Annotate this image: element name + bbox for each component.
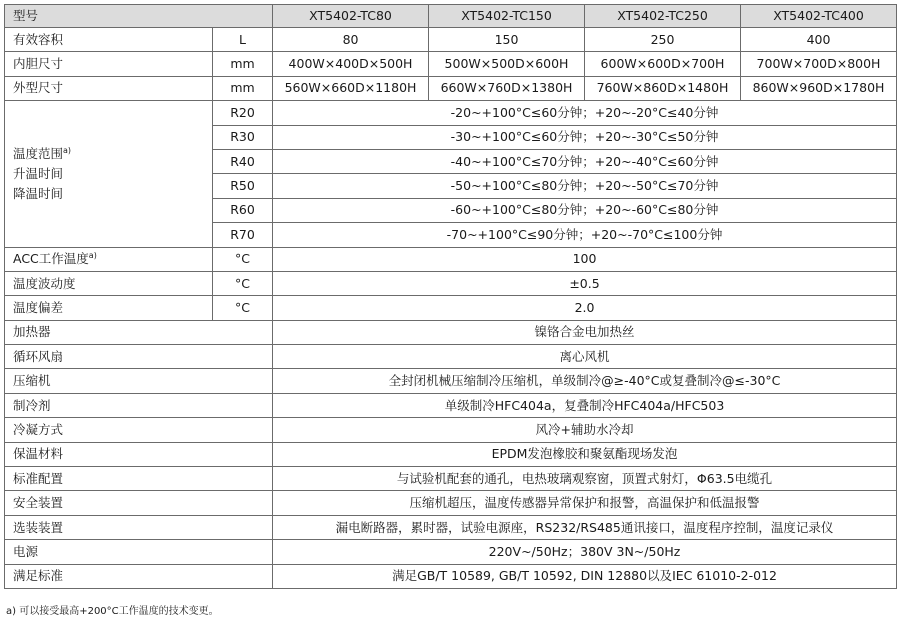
- cell: 500W×500D×600H: [429, 52, 585, 76]
- fluctuation-row: [5, 271, 897, 295]
- note-mark: a): [63, 145, 72, 155]
- cell: 760W×860D×1480H: [585, 76, 741, 100]
- temp-label-line: 降温时间: [13, 185, 64, 201]
- row-label: 外型尺寸: [5, 76, 213, 100]
- cell: 单级制冷HFC404a，复叠制冷HFC404a/HFC503: [273, 393, 897, 417]
- row-label: 冷凝方式: [5, 418, 273, 442]
- temp-label-line: 温度范围: [13, 145, 64, 161]
- cell: 风冷+辅助水冷却: [273, 418, 897, 442]
- cell: 700W×700D×800H: [741, 52, 897, 76]
- range-code: R60: [213, 198, 273, 222]
- row-unit: L: [213, 28, 273, 52]
- temp-range-row: [5, 101, 897, 125]
- row-label: 加热器: [5, 320, 273, 344]
- cell: 全封闭机械压缩制冷压缩机，单级制冷@≥-40°C或复叠制冷@≤-30°C: [273, 369, 897, 393]
- spec-row: [5, 442, 897, 466]
- cell: ±0.5: [273, 271, 897, 295]
- row-label: 内胆尺寸: [5, 52, 213, 76]
- spec-row: [5, 369, 897, 393]
- temp-label-line: 升温时间: [13, 165, 64, 181]
- cell: 漏电断路器，累时器，试验电源座，RS232/RS485通讯接口，温度程序控制，温度记录仪: [273, 515, 897, 539]
- cell: 满足GB/T 10589, GB/T 10592, DIN 12880以及IEC 61010-2-012: [273, 564, 897, 588]
- model-label: 型号: [5, 5, 273, 28]
- row-label: 有效容积: [5, 28, 213, 52]
- range-code: R50: [213, 174, 273, 198]
- outer-size-row: [5, 76, 897, 100]
- cell: 压缩机超压，温度传感器异常保护和报警，高温保护和低温报警: [273, 491, 897, 515]
- header-row: [5, 5, 897, 28]
- model-tc400: XT5402-TC400: [741, 5, 897, 28]
- cell: EPDM发泡橡胶和聚氨酯现场发泡: [273, 442, 897, 466]
- row-label: 安全装置: [5, 491, 273, 515]
- range-value: -60~+100°C≤80分钟；+20~-60°C≤80分钟: [273, 198, 897, 222]
- row-unit: mm: [213, 52, 273, 76]
- spec-row: [5, 418, 897, 442]
- spec-table: [4, 4, 897, 589]
- cell: 400W×400D×500H: [273, 52, 429, 76]
- cell: 220V~/50Hz；380V 3N~/50Hz: [273, 540, 897, 564]
- acc-label: ACC工作温度: [13, 251, 89, 267]
- cell: 560W×660D×1180H: [273, 76, 429, 100]
- model-tc250: XT5402-TC250: [585, 5, 741, 28]
- row-label: 保温材料: [5, 442, 273, 466]
- spec-row: [5, 320, 897, 344]
- volume-row: [5, 28, 897, 52]
- range-code: R30: [213, 125, 273, 149]
- cell: 镍铬合金电加热丝: [273, 320, 897, 344]
- range-value: -30~+100°C≤60分钟；+20~-30°C≤50分钟: [273, 125, 897, 149]
- footnote: a) 可以接受最高+200°C工作温度的技术变更。: [6, 606, 219, 617]
- row-label: 温度偏差: [5, 296, 213, 320]
- cell: 与试验机配套的通孔，电热玻璃观察窗，顶置式射灯，Φ63.5电缆孔: [273, 467, 897, 491]
- model-tc80: XT5402-TC80: [273, 5, 429, 28]
- range-value: -20~+100°C≤60分钟；+20~-20°C≤40分钟: [273, 101, 897, 125]
- spec-row: [5, 345, 897, 369]
- range-value: -40~+100°C≤70分钟；+20~-40°C≤60分钟: [273, 149, 897, 173]
- row-label: [5, 247, 213, 271]
- cell: 400: [741, 28, 897, 52]
- row-label: 标准配置: [5, 467, 273, 491]
- row-unit: °C: [213, 271, 273, 295]
- row-label: 制冷剂: [5, 393, 273, 417]
- spec-row: [5, 393, 897, 417]
- cell: 2.0: [273, 296, 897, 320]
- row-label: 选装装置: [5, 515, 273, 539]
- spec-row: [5, 467, 897, 491]
- range-code: R20: [213, 101, 273, 125]
- row-unit: °C: [213, 247, 273, 271]
- spec-row: [5, 540, 897, 564]
- cell: 150: [429, 28, 585, 52]
- cell: 80: [273, 28, 429, 52]
- row-label: 压缩机: [5, 369, 273, 393]
- range-code: R70: [213, 223, 273, 247]
- acc-temp-row: [5, 247, 897, 271]
- temp-range-label: [5, 101, 213, 247]
- row-label: 满足标准: [5, 564, 273, 588]
- inner-size-row: [5, 52, 897, 76]
- cell: 860W×960D×1780H: [741, 76, 897, 100]
- cell: 600W×600D×700H: [585, 52, 741, 76]
- spec-row: [5, 564, 897, 588]
- row-unit: °C: [213, 296, 273, 320]
- cell: 离心风机: [273, 345, 897, 369]
- cell: 100: [273, 247, 897, 271]
- deviation-row: [5, 296, 897, 320]
- model-tc150: XT5402-TC150: [429, 5, 585, 28]
- note-mark: a): [88, 251, 97, 261]
- row-label: 温度波动度: [5, 271, 213, 295]
- range-value: -50~+100°C≤80分钟；+20~-50°C≤70分钟: [273, 174, 897, 198]
- range-value: -70~+100°C≤90分钟；+20~-70°C≤100分钟: [273, 223, 897, 247]
- spec-row: [5, 515, 897, 539]
- row-label: 电源: [5, 540, 273, 564]
- spec-row: [5, 491, 897, 515]
- row-label: 循环风扇: [5, 345, 273, 369]
- cell: 250: [585, 28, 741, 52]
- cell: 660W×760D×1380H: [429, 76, 585, 100]
- range-code: R40: [213, 149, 273, 173]
- row-unit: mm: [213, 76, 273, 100]
